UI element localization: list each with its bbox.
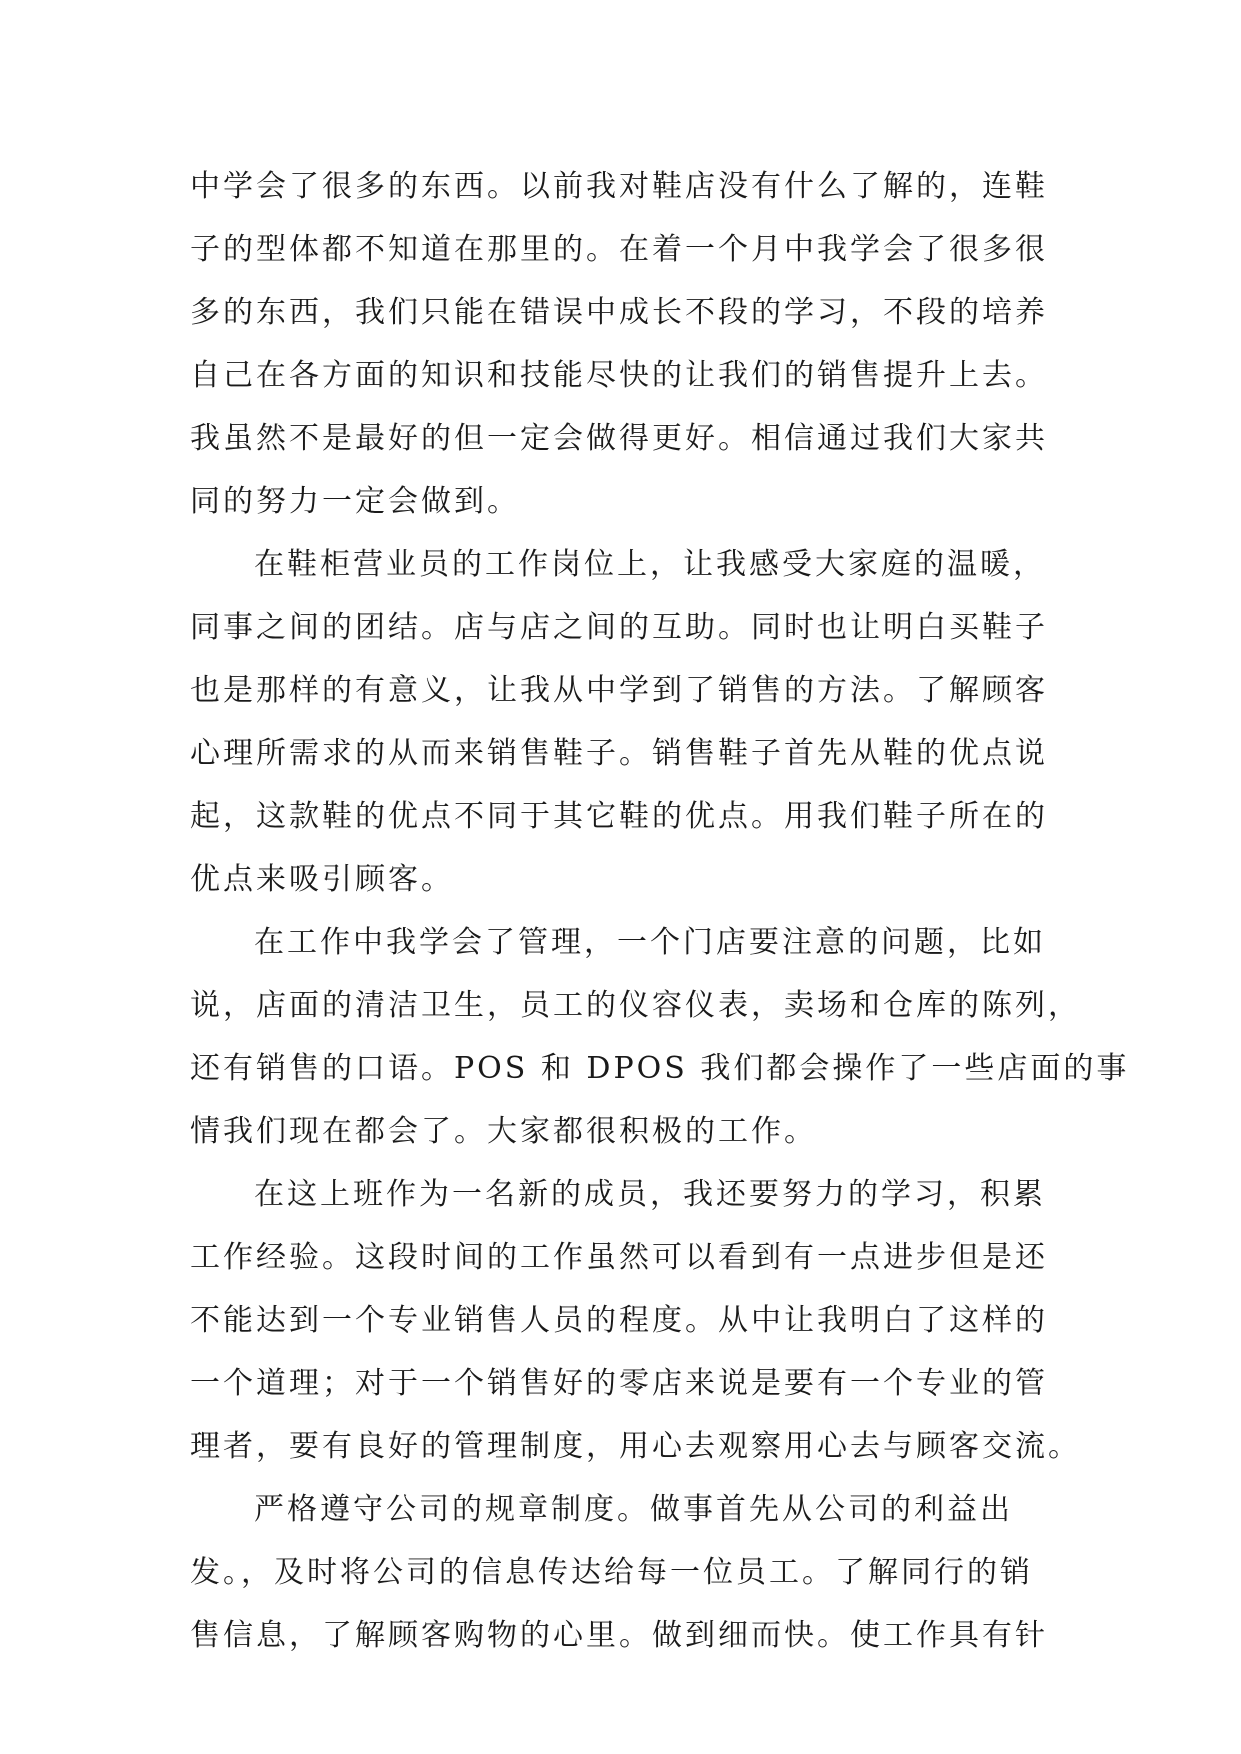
text-line: 同的努力一定会做到。 <box>190 484 520 519</box>
text-line: 一个道理；对于一个销售好的零店来说是要有一个专业的管 <box>190 1366 1048 1401</box>
text-line: 起，这款鞋的优点不同于其它鞋的优点。用我们鞋子所在的 <box>190 799 1048 834</box>
paragraph-5 <box>190 1478 1060 1667</box>
text-line: 说，店面的清洁卫生，员工的仪容仪表，卖场和仓库的陈列， <box>190 988 1081 1023</box>
text-line: 情我们现在都会了。大家都很积极的工作。 <box>190 1114 817 1149</box>
text-line: 我虽然不是最好的但一定会做得更好。相信通过我们大家共 <box>190 421 1048 456</box>
text-line: 售信息，了解顾客购物的心里。做到细而快。使工作具有针 <box>190 1618 1048 1653</box>
paragraph-4 <box>190 1163 1081 1478</box>
text-line: 理者，要有良好的管理制度，用心去观察用心去与顾客交流。 <box>190 1429 1081 1464</box>
text-line: 不能达到一个专业销售人员的程度。从中让我明白了这样的 <box>190 1303 1048 1338</box>
text-line: 在工作中我学会了管理，一个门店要注意的问题，比如 <box>254 925 1046 960</box>
paragraph-1 <box>190 155 1060 533</box>
text-line: 中学会了很多的东西。以前我对鞋店没有什么了解的，连鞋 <box>190 169 1048 204</box>
paragraph-2 <box>190 533 1060 911</box>
document-body <box>190 155 1130 1667</box>
text-line: 在鞋柜营业员的工作岗位上，让我感受大家庭的温暖， <box>254 547 1046 582</box>
text-line: 工作经验。这段时间的工作虽然可以看到有一点进步但是还 <box>190 1240 1048 1275</box>
text-line: 发。，及时将公司的信息传达给每一位员工。了解同行的销 <box>190 1555 1033 1590</box>
text-line: 在这上班作为一名新的成员，我还要努力的学习，积累 <box>254 1177 1046 1212</box>
text-line: 严格遵守公司的规章制度。做事首先从公司的利益出 <box>254 1492 1013 1527</box>
text-line: 心理所需求的从而来销售鞋子。销售鞋子首先从鞋的优点说 <box>190 736 1048 771</box>
text-line: 还有销售的口语。POS 和 DPOS 我们都会操作了一些店面的事 <box>190 1051 1130 1086</box>
text-line: 也是那样的有意义，让我从中学到了销售的方法。了解顾客 <box>190 673 1048 708</box>
text-line: 自己在各方面的知识和技能尽快的让我们的销售提升上去。 <box>190 358 1048 393</box>
text-line: 子的型体都不知道在那里的。在着一个月中我学会了很多很 <box>190 232 1048 267</box>
text-line: 同事之间的团结。店与店之间的互助。同时也让明白买鞋子 <box>190 610 1048 645</box>
text-line: 多的东西，我们只能在错误中成长不段的学习，不段的培养 <box>190 295 1048 330</box>
text-line: 优点来吸引顾客。 <box>190 862 454 897</box>
paragraph-3 <box>190 911 1130 1163</box>
